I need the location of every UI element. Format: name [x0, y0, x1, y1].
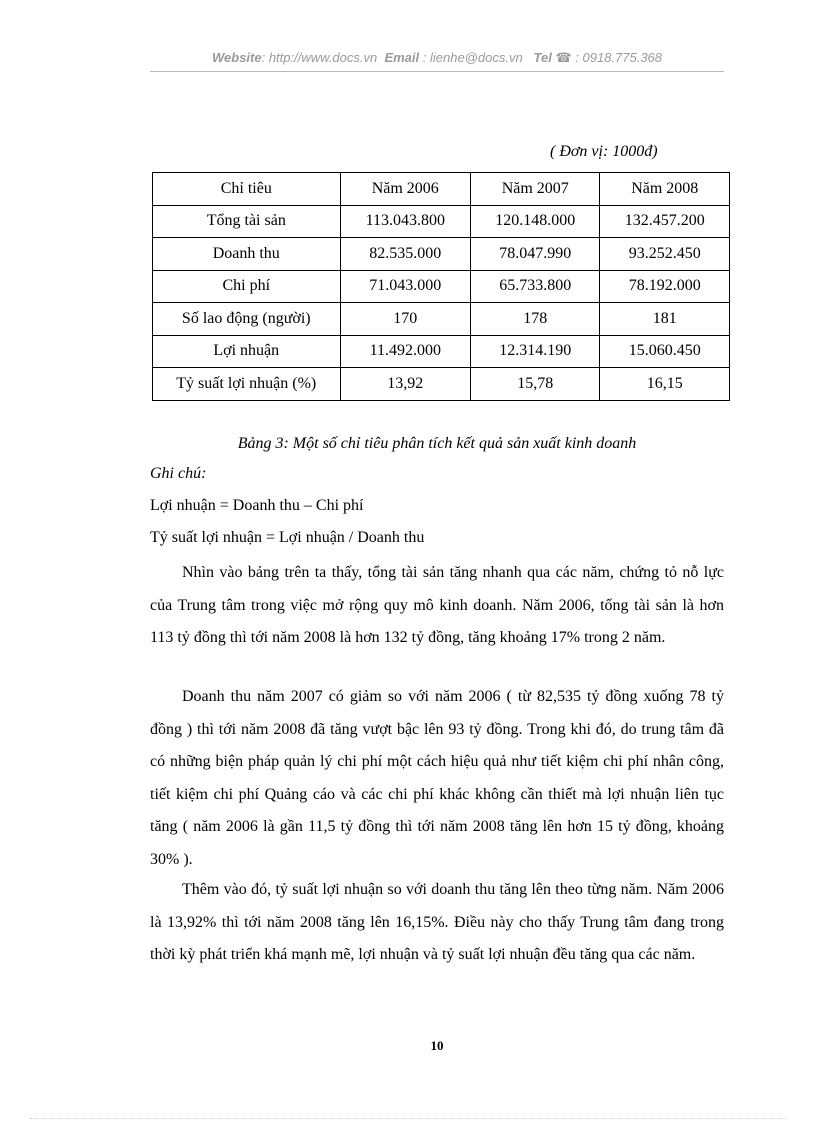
table-cell: Lợi nhuận [153, 335, 341, 368]
table-cell: Tổng tài sản [153, 205, 341, 238]
table-cell: 181 [600, 303, 730, 336]
website-label: Website [211, 50, 262, 65]
table-cell: 170 [340, 303, 470, 336]
table-cell: 178 [471, 303, 600, 336]
paragraph-assets: Nhìn vào bảng trên ta thấy, tổng tài sản tăng nhanh qua các năm, chứng tỏ nỗ lực của Trung tâm trong việc mở rộng quy mô kinh doanh. Năm 2006, tổng tài sản là hơn 113 tỷ đồng thì tới năm 2008 là hơn 132 tỷ đồng, tăng khoảng 17% trong 2 năm. [150, 564, 724, 646]
email-label: Email [384, 50, 420, 65]
table-cell: 15,78 [471, 368, 600, 401]
table-header-cell: Năm 2008 [600, 173, 730, 206]
paragraph-margin: Thêm vào đó, tỷ suất lợi nhuận so với doanh thu tăng lên theo từng năm. Năm 2006 là 13,92% thì tới năm 2008 tăng lên 16,15%. Điều này cho thấy Trung tâm đang trong thời kỳ phát triển khá mạnh mẽ, lợi nhuận và tỷ suất lợi nhuận đều tăng qua các năm. [150, 881, 724, 963]
table-cell: 82.535.000 [340, 238, 470, 271]
table-cell: 13,92 [340, 368, 470, 401]
indicator-table [152, 172, 730, 401]
table-cell: 120.148.000 [471, 205, 600, 238]
table-row [153, 270, 730, 303]
table-cell: 113.043.800 [340, 205, 470, 238]
paragraph-revenue: Doanh thu năm 2007 có giảm so với năm 2006 ( từ 82,535 tỷ đồng xuống 78 tỷ đồng ) thì tới năm 2008 đã tăng vượt bậc lên 93 tỷ đồng. Trong khi đó, do trung tâm đã có những biện pháp quản lý chi phí một cách hiệu quả như tiết kiệm chi phí nhân công, tiết kiệm chi phí Quảng cáo và các chi phí khác không cần thiết mà lợi nhuận liên tục tăng ( năm 2006 là gần 11,5 tỷ đồng thì tới năm 2008 tăng lên hơn 15 tỷ đồng, khoảng 30% ). [150, 688, 724, 868]
tel-label: Tel [533, 50, 552, 65]
footer-divider [30, 1118, 786, 1119]
table-cell: Số lao động (người) [153, 303, 341, 336]
note-formula-margin: Tỷ suất lợi nhuận = Lợi nhuận / Doanh thu [150, 529, 425, 546]
table-row [153, 368, 730, 401]
table-row [153, 335, 730, 368]
table-header-cell: Chỉ tiêu [153, 173, 341, 206]
table-cell: 12.314.190 [471, 335, 600, 368]
table-cell: 78.192.000 [600, 270, 730, 303]
table-row [153, 303, 730, 336]
table-caption: Bảng 3: Một số chỉ tiêu phân tích kết quả sản xuất kinh doanh [237, 435, 637, 452]
table-cell: 15.060.450 [600, 335, 730, 368]
table-cell: 11.492.000 [340, 335, 470, 368]
table-cell: Doanh thu [153, 238, 341, 271]
note-formula-profit: Lợi nhuận = Doanh thu – Chi phí [150, 497, 364, 514]
table-header-row [153, 173, 730, 206]
table-row [153, 205, 730, 238]
table-cell: 132.457.200 [600, 205, 730, 238]
table-cell: 16,15 [600, 368, 730, 401]
page-header [150, 50, 724, 66]
page-number: 10 [430, 1038, 444, 1053]
table-row [153, 238, 730, 271]
table-cell: Tỷ suất lợi nhuận (%) [153, 368, 341, 401]
note-title: Ghi chú: [150, 465, 207, 482]
header-divider [150, 71, 724, 72]
table-cell: 65.733.800 [471, 270, 600, 303]
unit-label: ( Đơn vị: 1000đ) [550, 143, 658, 160]
table-header-cell: Năm 2007 [471, 173, 600, 206]
email-value: : lienhe@docs.vn [422, 50, 523, 65]
website-value: : http://www.docs.vn [261, 50, 378, 65]
table-cell: 78.047.990 [471, 238, 600, 271]
tel-value: ☎ : 0918.775.368 [555, 50, 663, 65]
table-cell: 93.252.450 [600, 238, 730, 271]
table-header-cell: Năm 2006 [340, 173, 470, 206]
table-cell: Chi phí [153, 270, 341, 303]
table-cell: 71.043.000 [340, 270, 470, 303]
